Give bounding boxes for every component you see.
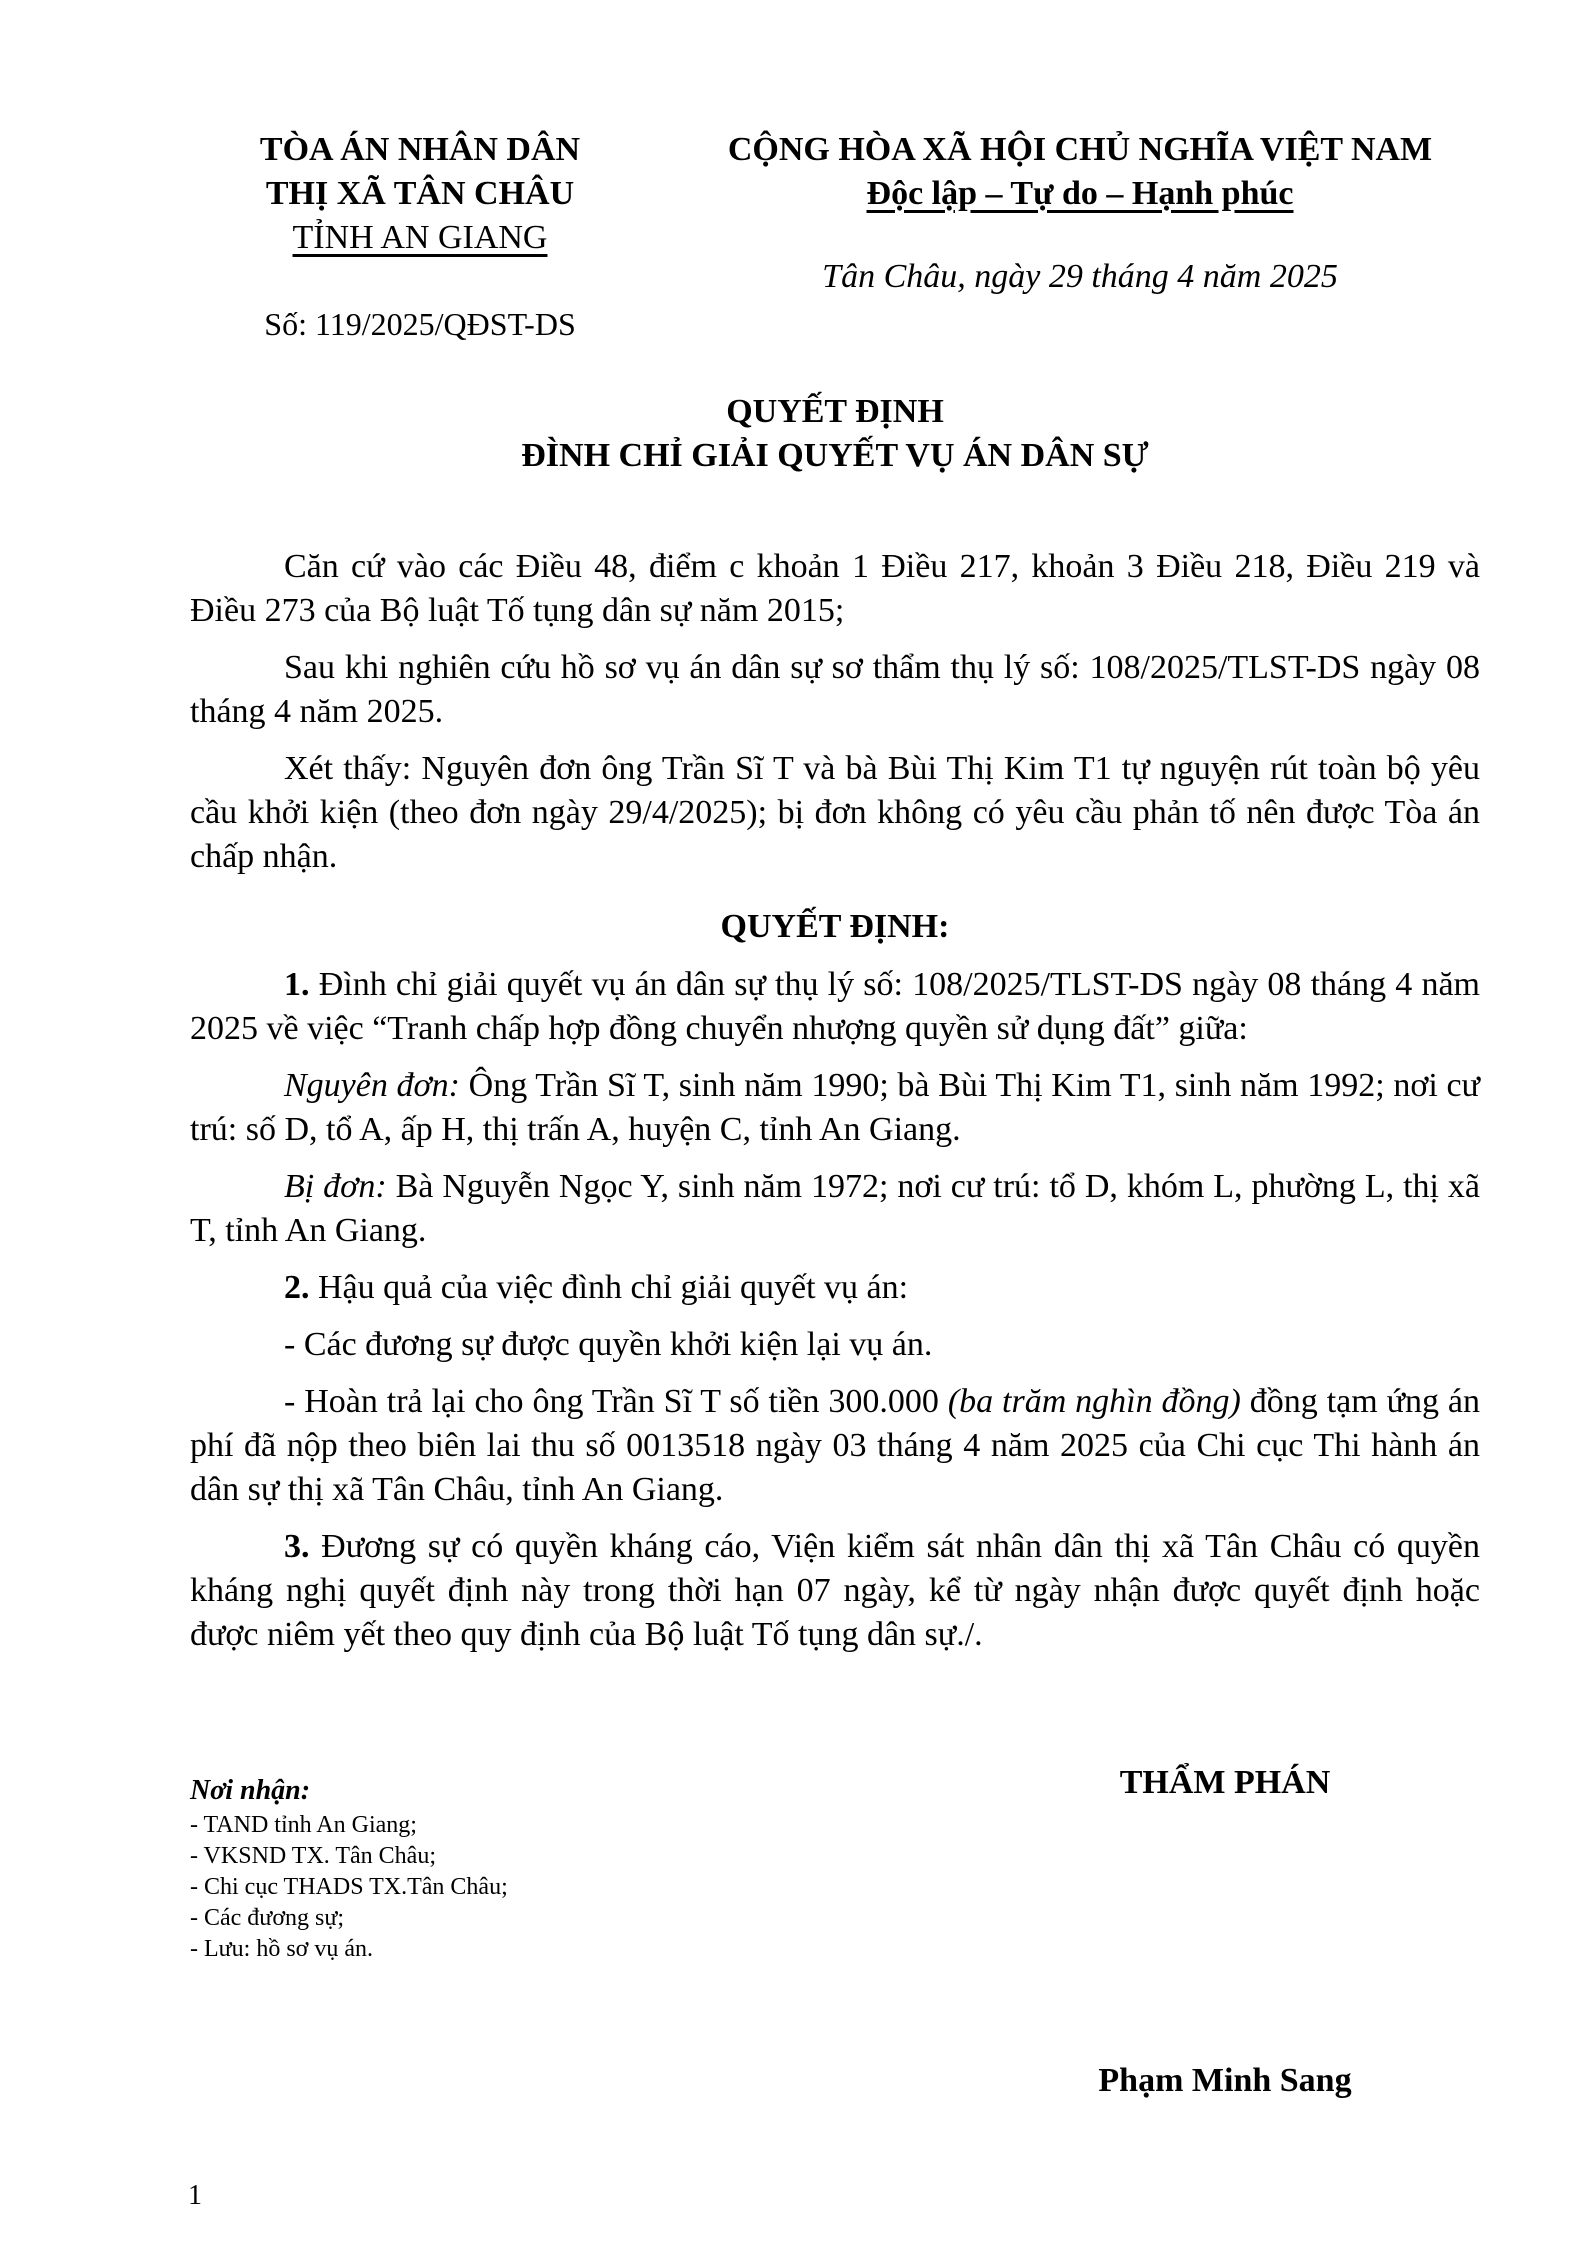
refund-text-start: - Hoàn trả lại cho ông Trần Sĩ T số tiền 300.000 [284,1383,939,1420]
considering-paragraph: Xét thấy: Nguyên đơn ông Trần Sĩ T và bà Bùi Thị Kim T1 tự nguyện rút toàn bộ yêu cầu khởi kiện (theo đơn ngày 29/4/2025); bị đơn không có yêu cầu phản tố nên được Tòa án chấp nhận. [190,750,1480,875]
page-number: 1 [188,2180,202,2211]
decision-heading: QUYẾT ĐỊNH: [720,908,950,945]
defendant-text: Bà Nguyễn Ngọc Y, sinh năm 1972; nơi cư trú: tổ D, khóm L, phường L, thị xã T, tỉnh An Giang. [190,1168,1481,1249]
decision-item-1 [190,963,1480,1051]
recipient-item: - TAND tỉnh An Giang; [190,1812,417,1838]
document-title [190,390,1480,478]
item-2-bullet-2 [190,1380,1480,1512]
defendant-label: Bị đơn: [284,1168,387,1205]
recipients-block [190,1772,810,1965]
issuer-province: TỈNH AN GIANG [292,219,548,256]
issuer-line-3 [200,216,640,260]
issuer-line-2: THỊ XÃ TÂN CHÂU [265,175,575,212]
refund-amount-words: (ba trăm nghìn đồng) [947,1383,1241,1420]
legal-basis-paragraph: Căn cứ vào các Điều 48, điểm c khoản 1 Điều 217, khoản 3 Điều 218, Điều 219 và Điều 273 của Bộ luật Tố tụng dân sự năm 2015; [190,548,1480,629]
item-2-text: Hậu quả của việc đình chỉ giải quyết vụ án: [318,1269,909,1306]
document-number: Số: 119/2025/QĐST-DS [264,306,576,342]
decision-item-3 [190,1525,1480,1657]
national-motto-line [650,172,1510,216]
plaintiff-paragraph [190,1064,1480,1152]
issuer-block [200,128,640,260]
item-2-bullet-1: - Các đương sự được quyền khởi kiện lại vụ án. [284,1326,933,1363]
refund-text-end: đồng tạm ứng án phí đã nộp theo biên lai thu số 0013518 ngày 03 tháng 4 năm 2025 của Chi cục Thi hành án dân sự thị xã Tân Châu, tỉnh An Giang. [190,1383,1481,1508]
title-line-2: ĐÌNH CHỈ GIẢI QUYẾT VỤ ÁN DÂN SỰ [521,437,1149,474]
recipient-item: - Chi cục THADS TX.Tân Châu; [190,1874,508,1900]
recipient-item: - Lưu: hồ sơ vụ án. [190,1936,374,1962]
recipients-heading: Nơi nhận: [190,1775,311,1806]
national-motto: Độc lập – Tự do – Hạnh phúc [866,175,1294,212]
plaintiff-label: Nguyên đơn: [284,1067,460,1104]
recipient-item: - Các đương sự; [190,1905,345,1931]
national-header [650,128,1510,216]
national-title: CỘNG HÒA XÃ HỘI CHỦ NGHĨA VIỆT NAM [727,131,1433,168]
document-body [190,545,1480,1670]
study-paragraph: Sau khi nghiên cứu hồ sơ vụ án dân sự sơ thẩm thụ lý số: 108/2025/TLST-DS ngày 08 tháng 4 năm 2025. [190,649,1480,730]
title-line-1: QUYẾT ĐỊNH [726,393,944,430]
plaintiff-text: Ông Trần Sĩ T, sinh năm 1990; bà Bùi Thị Kim T1, sinh năm 1992; nơi cư trú: số D, tổ A, ấp H, thị trấn A, huyện C, tỉnh An Giang. [190,1067,1480,1148]
item-2-number: 2. [284,1269,310,1306]
signer-title: THẨM PHÁN [1119,1764,1331,1801]
item-3-text: Đương sự có quyền kháng cáo, Viện kiểm sát nhân dân thị xã Tân Châu có quyền kháng nghị quyết định này trong thời hạn 07 ngày, kể từ ngày nhận được quyết định hoặc được niêm yết theo quy định của Bộ luật Tố tụng dân sự./. [190,1528,1480,1653]
item-1-text: Đình chỉ giải quyết vụ án dân sự thụ lý số: 108/2025/TLST-DS ngày 08 tháng 4 năm 2025 về việc “Tranh chấp hợp đồng chuyển nhượng quyền sử dụng đất” giữa: [190,966,1481,1047]
defendant-paragraph [190,1165,1480,1253]
issuer-line-1: TÒA ÁN NHÂN DÂN [259,131,581,168]
item-3-number: 3. [284,1528,310,1565]
item-1-number: 1. [284,966,310,1003]
signer-name: Phạm Minh Sang [1098,2062,1352,2099]
recipient-item: - VKSND TX. Tân Châu; [190,1843,436,1869]
decision-item-2 [190,1266,1480,1310]
issue-date: Tân Châu, ngày 29 tháng 4 năm 2025 [822,258,1338,295]
